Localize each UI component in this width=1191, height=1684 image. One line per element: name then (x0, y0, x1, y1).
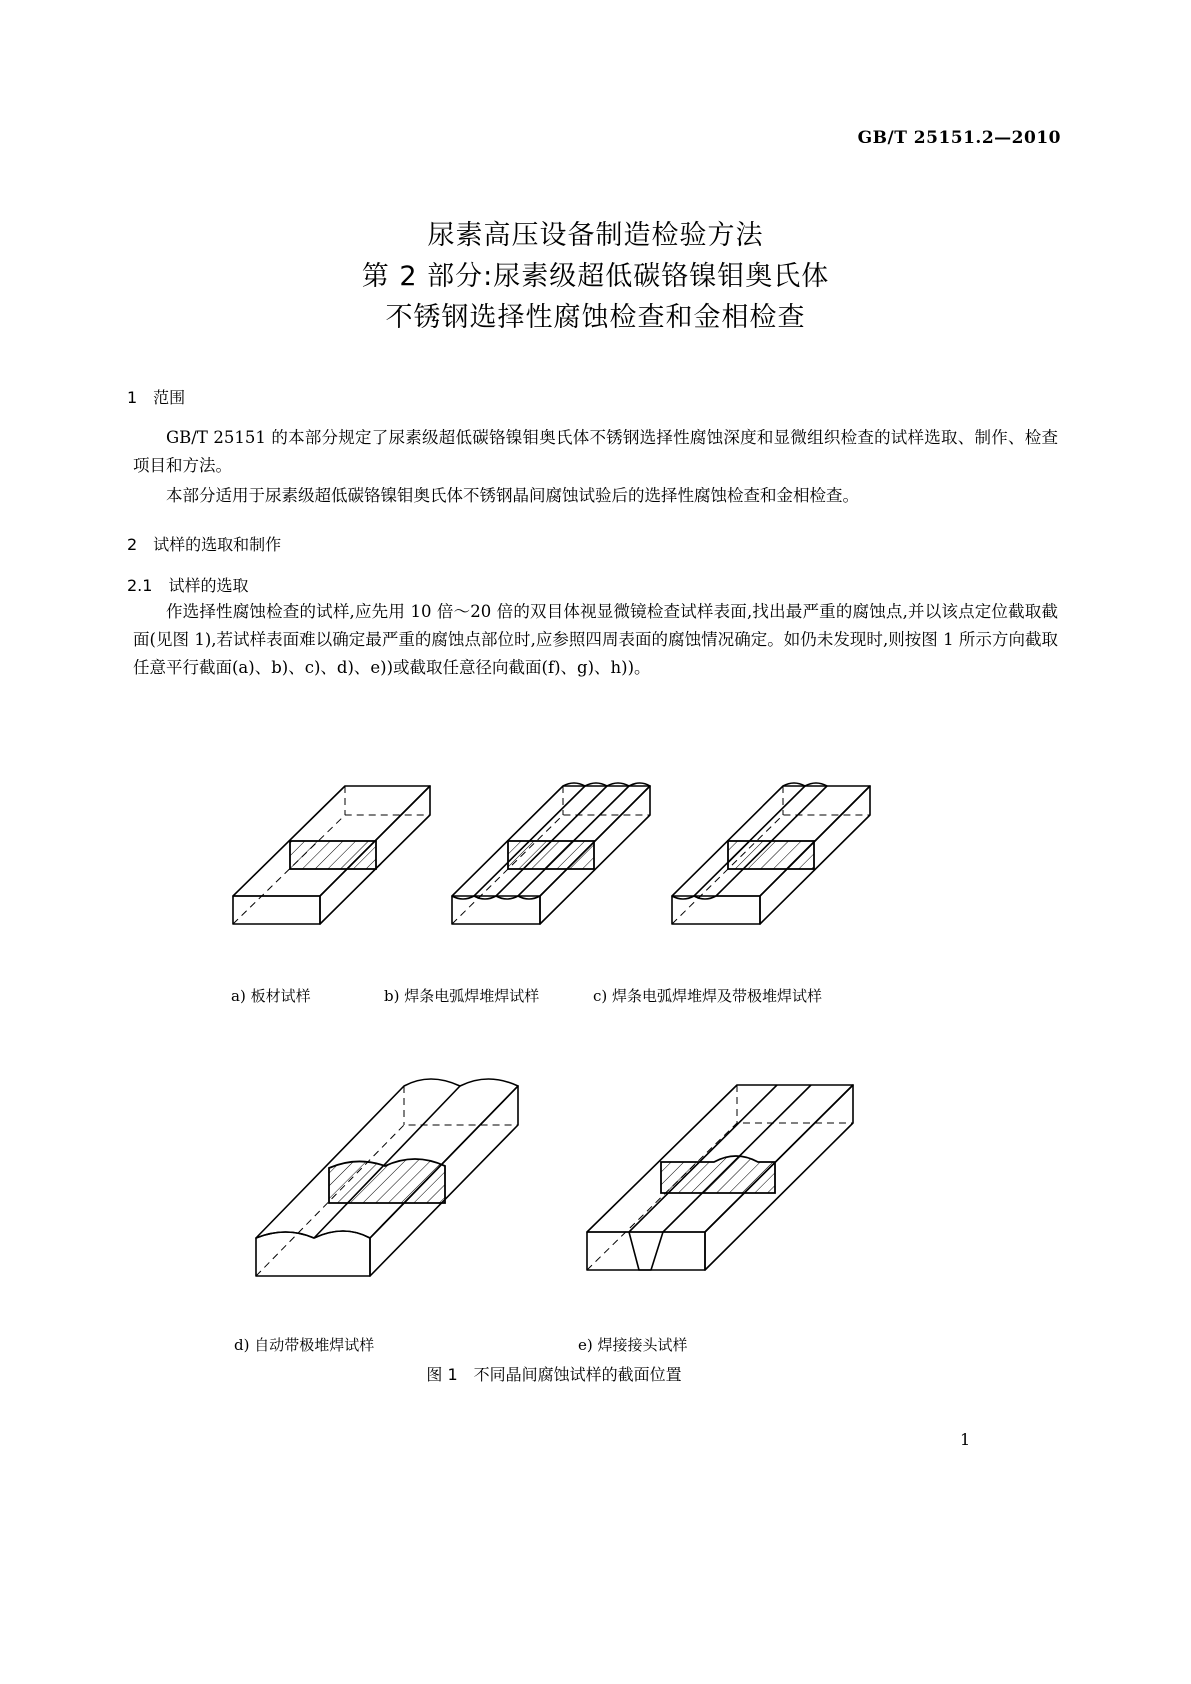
title-line-3: 不锈钢选择性腐蚀检查和金相检查 (385, 302, 806, 333)
specimen-b-drawing (452, 783, 650, 924)
caption-d: d) 自动带极堆焊试样 (234, 1336, 375, 1354)
caption-e: e) 焊接接头试样 (578, 1336, 688, 1354)
title-line-1: 尿素高压设备制造检验方法 (427, 220, 764, 251)
figure-1-title: 图 1 不同晶间腐蚀试样的截面位置 (426, 1365, 682, 1384)
caption-c: c) 焊条电弧焊堆焊及带极堆焊试样 (593, 987, 823, 1005)
section-2-1-heading: 2.1 试样的选取 (127, 576, 249, 595)
specimen-e-section (661, 1156, 775, 1193)
title-line-2: 第 2 部分:尿素级超低碳铬镍钼奥氏体 (361, 261, 830, 292)
section-1-paragraph-1: GB/T 25151 的本部分规定了尿素级超低碳铬镍钼奥氏体不锈钢选择性腐蚀深度和显微组织检查的试样选取、制作、检查项目和方法。 (133, 428, 1058, 475)
specimen-d-drawing (256, 1079, 518, 1276)
section-2-1-paragraph: 作选择性腐蚀检查的试样,应先用 10 倍～20 倍的双目体视显微镜检查试样表面,找出最严重的腐蚀点,并以该点定位截取截面(见图 1),若试样表面难以确定最严重的腐蚀点部位时,应参照四周表面的腐蚀情况确定。如仍未发现时,则按图 1 所示方向截取任意平行截面(a)、b)、c)、d)、e))或截取任意径向截面(f)、g)、h))。 (133, 602, 1058, 677)
standard-number: GB/T 25151.2—2010 (857, 128, 1061, 148)
specimen-a-section (290, 841, 376, 869)
caption-b: b) 焊条电弧焊堆焊试样 (384, 987, 540, 1005)
specimen-d-section (329, 1159, 445, 1203)
specimen-b-section (508, 841, 594, 869)
specimen-e-drawing (587, 1085, 853, 1270)
specimen-a-drawing (233, 786, 430, 924)
specimen-c-section (728, 841, 814, 869)
page-number: 1 (960, 1430, 971, 1449)
section-1-heading: 1 范围 (127, 388, 186, 407)
section-2-heading: 2 试样的选取和制作 (127, 535, 282, 554)
section-1-paragraph-2: 本部分适用于尿素级超低碳铬镍钼奥氏体不锈钢晶间腐蚀试验后的选择性腐蚀检查和金相检查。 (166, 486, 859, 505)
specimen-c-drawing (672, 783, 870, 924)
caption-a: a) 板材试样 (231, 987, 311, 1005)
